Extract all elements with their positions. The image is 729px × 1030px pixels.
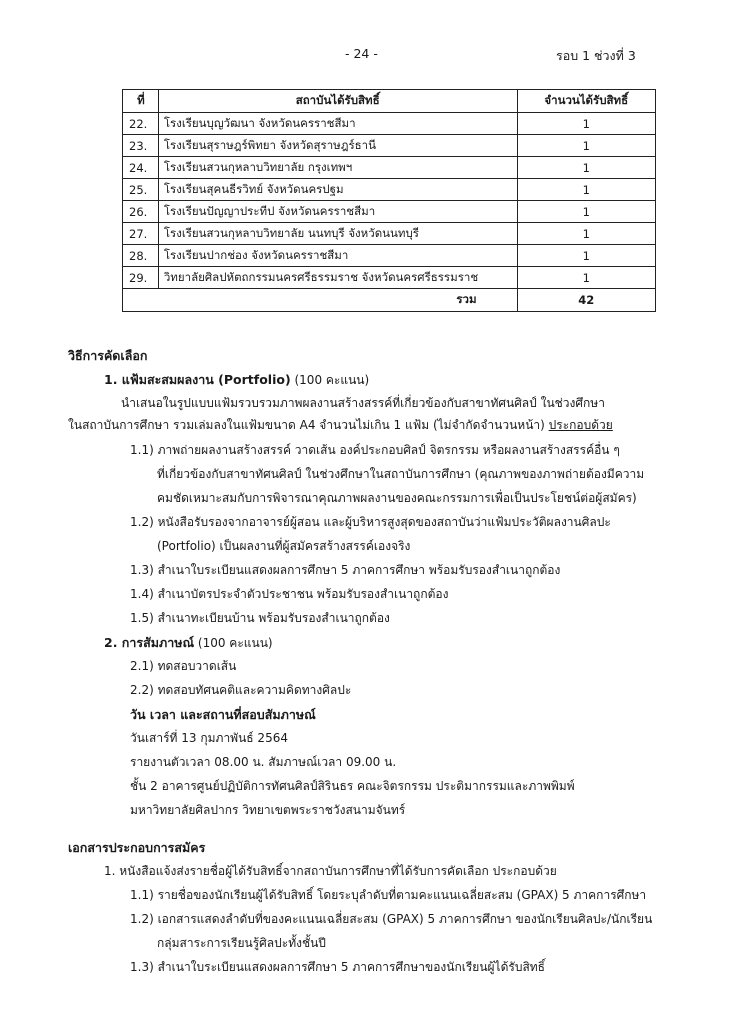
row-number: 25. [123, 179, 159, 201]
row-number: 28. [123, 245, 159, 267]
row-institution: วิทยาลัยศิลปหัตถกรรมนครศรีธรรมราช จังหวัดนครศรีธรรมราช [158, 267, 517, 289]
documents-heading: เอกสารประกอบการสมัคร [68, 840, 206, 855]
row-number: 24. [123, 157, 159, 179]
documents-item-1-3: 1.3) สำเนาใบระเบียนแสดงผลการศึกษา 5 ภาคการศึกษาของนักเรียนผู้ได้รับสิทธิ์ [130, 960, 546, 974]
total-label: รวม [123, 289, 518, 312]
table-row [123, 135, 656, 157]
portfolio-title-line [104, 370, 369, 390]
table-header-row [123, 90, 656, 113]
row-count: 1 [517, 135, 655, 157]
table-row [123, 157, 656, 179]
round-label: รอบ 1 ช่วงที่ 3 [556, 48, 636, 63]
portfolio-intro-underlined: ประกอบด้วย [548, 418, 613, 432]
column-header-institution: สถาบันได้รับสิทธิ์ [158, 90, 517, 113]
total-value: 42 [517, 289, 655, 312]
documents-item-1-2-line-1: 1.2) เอกสารแสดงลำดับที่ของคะแนนเฉลี่ยสะสม (GPAX) 5 ภาคการศึกษา ของนักเรียนศิลปะ/นักเรียน [130, 912, 653, 926]
row-number: 29. [123, 267, 159, 289]
interview-item-2-2: 2.2) ทดสอบทัศนคติและความคิดทางศิลปะ [130, 683, 352, 697]
row-number: 22. [123, 113, 159, 135]
row-count: 1 [517, 223, 655, 245]
table-row [123, 113, 656, 135]
row-number: 27. [123, 223, 159, 245]
row-institution: โรงเรียนปากช่อง จังหวัดนครราชสีมา [158, 245, 517, 267]
row-count: 1 [517, 201, 655, 223]
row-institution: โรงเรียนสุราษฎร์พิทยา จังหวัดสุราษฎร์ธานี [158, 135, 517, 157]
row-count: 1 [517, 245, 655, 267]
table-row [123, 179, 656, 201]
row-count: 1 [517, 113, 655, 135]
portfolio-item-1-5: 1.5) สำเนาทะเบียนบ้าน พร้อมรับรองสำเนาถูกต้อง [130, 611, 390, 625]
interview-title: 2. การสัมภาษณ์ [104, 635, 195, 650]
selection-heading: วิธีการคัดเลือก [68, 348, 148, 363]
column-header-count: จำนวนได้รับสิทธิ์ [517, 90, 655, 113]
documents-item-1-2-line-2: กลุ่มสาระการเรียนรู้ศิลปะทั้งชั้นปี [157, 936, 326, 950]
row-institution: โรงเรียนปัญญาประทีป จังหวัดนครราชสีมา [158, 201, 517, 223]
portfolio-score: (100 คะแนน) [290, 373, 370, 387]
table-row [123, 245, 656, 267]
row-institution: โรงเรียนสวนกุหลาบวิทยาลัย กรุงเทพฯ [158, 157, 517, 179]
interview-score: (100 คะแนน) [194, 636, 273, 650]
interview-time: รายงานตัวเวลา 08.00 น. สัมภาษณ์เวลา 09.00 น. [130, 755, 397, 769]
portfolio-item-1-2-line-1: 1.2) หนังสือรับรองจากอาจารย์ผู้สอน และผู้บริหารสูงสุดของสถาบันว่าแฟ้มประวัติผลงานศิลปะ [130, 515, 611, 529]
row-count: 1 [517, 267, 655, 289]
page-number: - 24 - [345, 46, 378, 61]
row-institution: โรงเรียนสุคนธีรวิทย์ จังหวัดนครปฐม [158, 179, 517, 201]
portfolio-intro-line-2 [68, 416, 613, 435]
table-row [123, 201, 656, 223]
documents-item-1: 1. หนังสือแจ้งส่งรายชื่อผู้ได้รับสิทธิ์จากสถาบันการศึกษาที่ได้รับการคัดเลือก ประกอบด้วย [104, 864, 557, 878]
portfolio-intro-line-1: นำเสนอในรูปแบบแฟ้มรวบรวมภาพผลงานสร้างสรรค์ที่เกี่ยวข้องกับสาขาทัศนศิลป์ ในช่วงศึกษา [121, 396, 605, 410]
portfolio-item-1-1-line-1: 1.1) ภาพถ่ายผลงานสร้างสรรค์ วาดเส้น องค์ประกอบศิลป์ จิตรกรรม หรือผลงานสร้างสรรค์อื่น ๆ [130, 443, 620, 457]
table-total-row [123, 289, 656, 312]
interview-title-line [104, 633, 273, 653]
row-number: 23. [123, 135, 159, 157]
interview-place-line-1: ชั้น 2 อาคารศูนย์ปฏิบัติการทัศนศิลป์สิรินธร คณะจิตรกรรม ประติมากรรมและภาพพิมพ์ [130, 779, 575, 793]
portfolio-item-1-2-line-2: (Portfolio) เป็นผลงานที่ผู้สมัครสร้างสรรค์เองจริง [157, 539, 411, 553]
row-institution: โรงเรียนบุญวัฒนา จังหวัดนครราชสีมา [158, 113, 517, 135]
row-count: 1 [517, 157, 655, 179]
interview-item-2-1: 2.1) ทดสอบวาดเส้น [130, 659, 237, 673]
interview-place-line-2: มหาวิทยาลัยศิลปากร วิทยาเขตพระราชวังสนามจันทร์ [130, 803, 406, 817]
schedule-heading: วัน เวลา และสถานที่สอบสัมภาษณ์ [130, 707, 316, 722]
documents-item-1-1: 1.1) รายชื่อของนักเรียนผู้ได้รับสิทธิ์ โดยระบุลำดับที่ตามคะแนนเฉลี่ยสะสม (GPAX) 5 ภาคการศึกษา [130, 888, 647, 902]
column-header-no: ที่ [123, 90, 159, 113]
institution-table [122, 89, 656, 312]
portfolio-item-1-4: 1.4) สำเนาบัตรประจำตัวประชาชน พร้อมรับรองสำเนาถูกต้อง [130, 587, 449, 601]
portfolio-item-1-3: 1.3) สำเนาใบระเบียนแสดงผลการศึกษา 5 ภาคการศึกษา พร้อมรับรองสำเนาถูกต้อง [130, 563, 561, 577]
row-number: 26. [123, 201, 159, 223]
portfolio-item-1-1-line-2: ที่เกี่ยวข้องกับสาขาทัศนศิลป์ ในช่วงศึกษาในสถาบันการศึกษา (คุณภาพของภาพถ่ายต้องมีความ [157, 467, 645, 481]
portfolio-intro-text: ในสถาบันการศึกษา รวมเล่มลงในแฟ้มขนาด A4 จำนวนไม่เกิน 1 แฟ้ม (ไม่จำกัดจำนวนหน้า) [68, 418, 549, 432]
portfolio-title: 1. แฟ้มสะสมผลงาน (Portfolio) [104, 372, 291, 387]
table-row [123, 223, 656, 245]
row-count: 1 [517, 179, 655, 201]
row-institution: โรงเรียนสวนกุหลาบวิทยาลัย นนทบุรี จังหวัดนนทบุรี [158, 223, 517, 245]
portfolio-item-1-1-line-3: คมชัดเหมาะสมกับการพิจารณาคุณภาพผลงานของคณะกรรมการเพื่อเป็นประโยชน์ต่อผู้สมัคร) [157, 491, 637, 505]
table-row [123, 267, 656, 289]
interview-date: วันเสาร์ที่ 13 กุมภาพันธ์ 2564 [130, 731, 288, 745]
